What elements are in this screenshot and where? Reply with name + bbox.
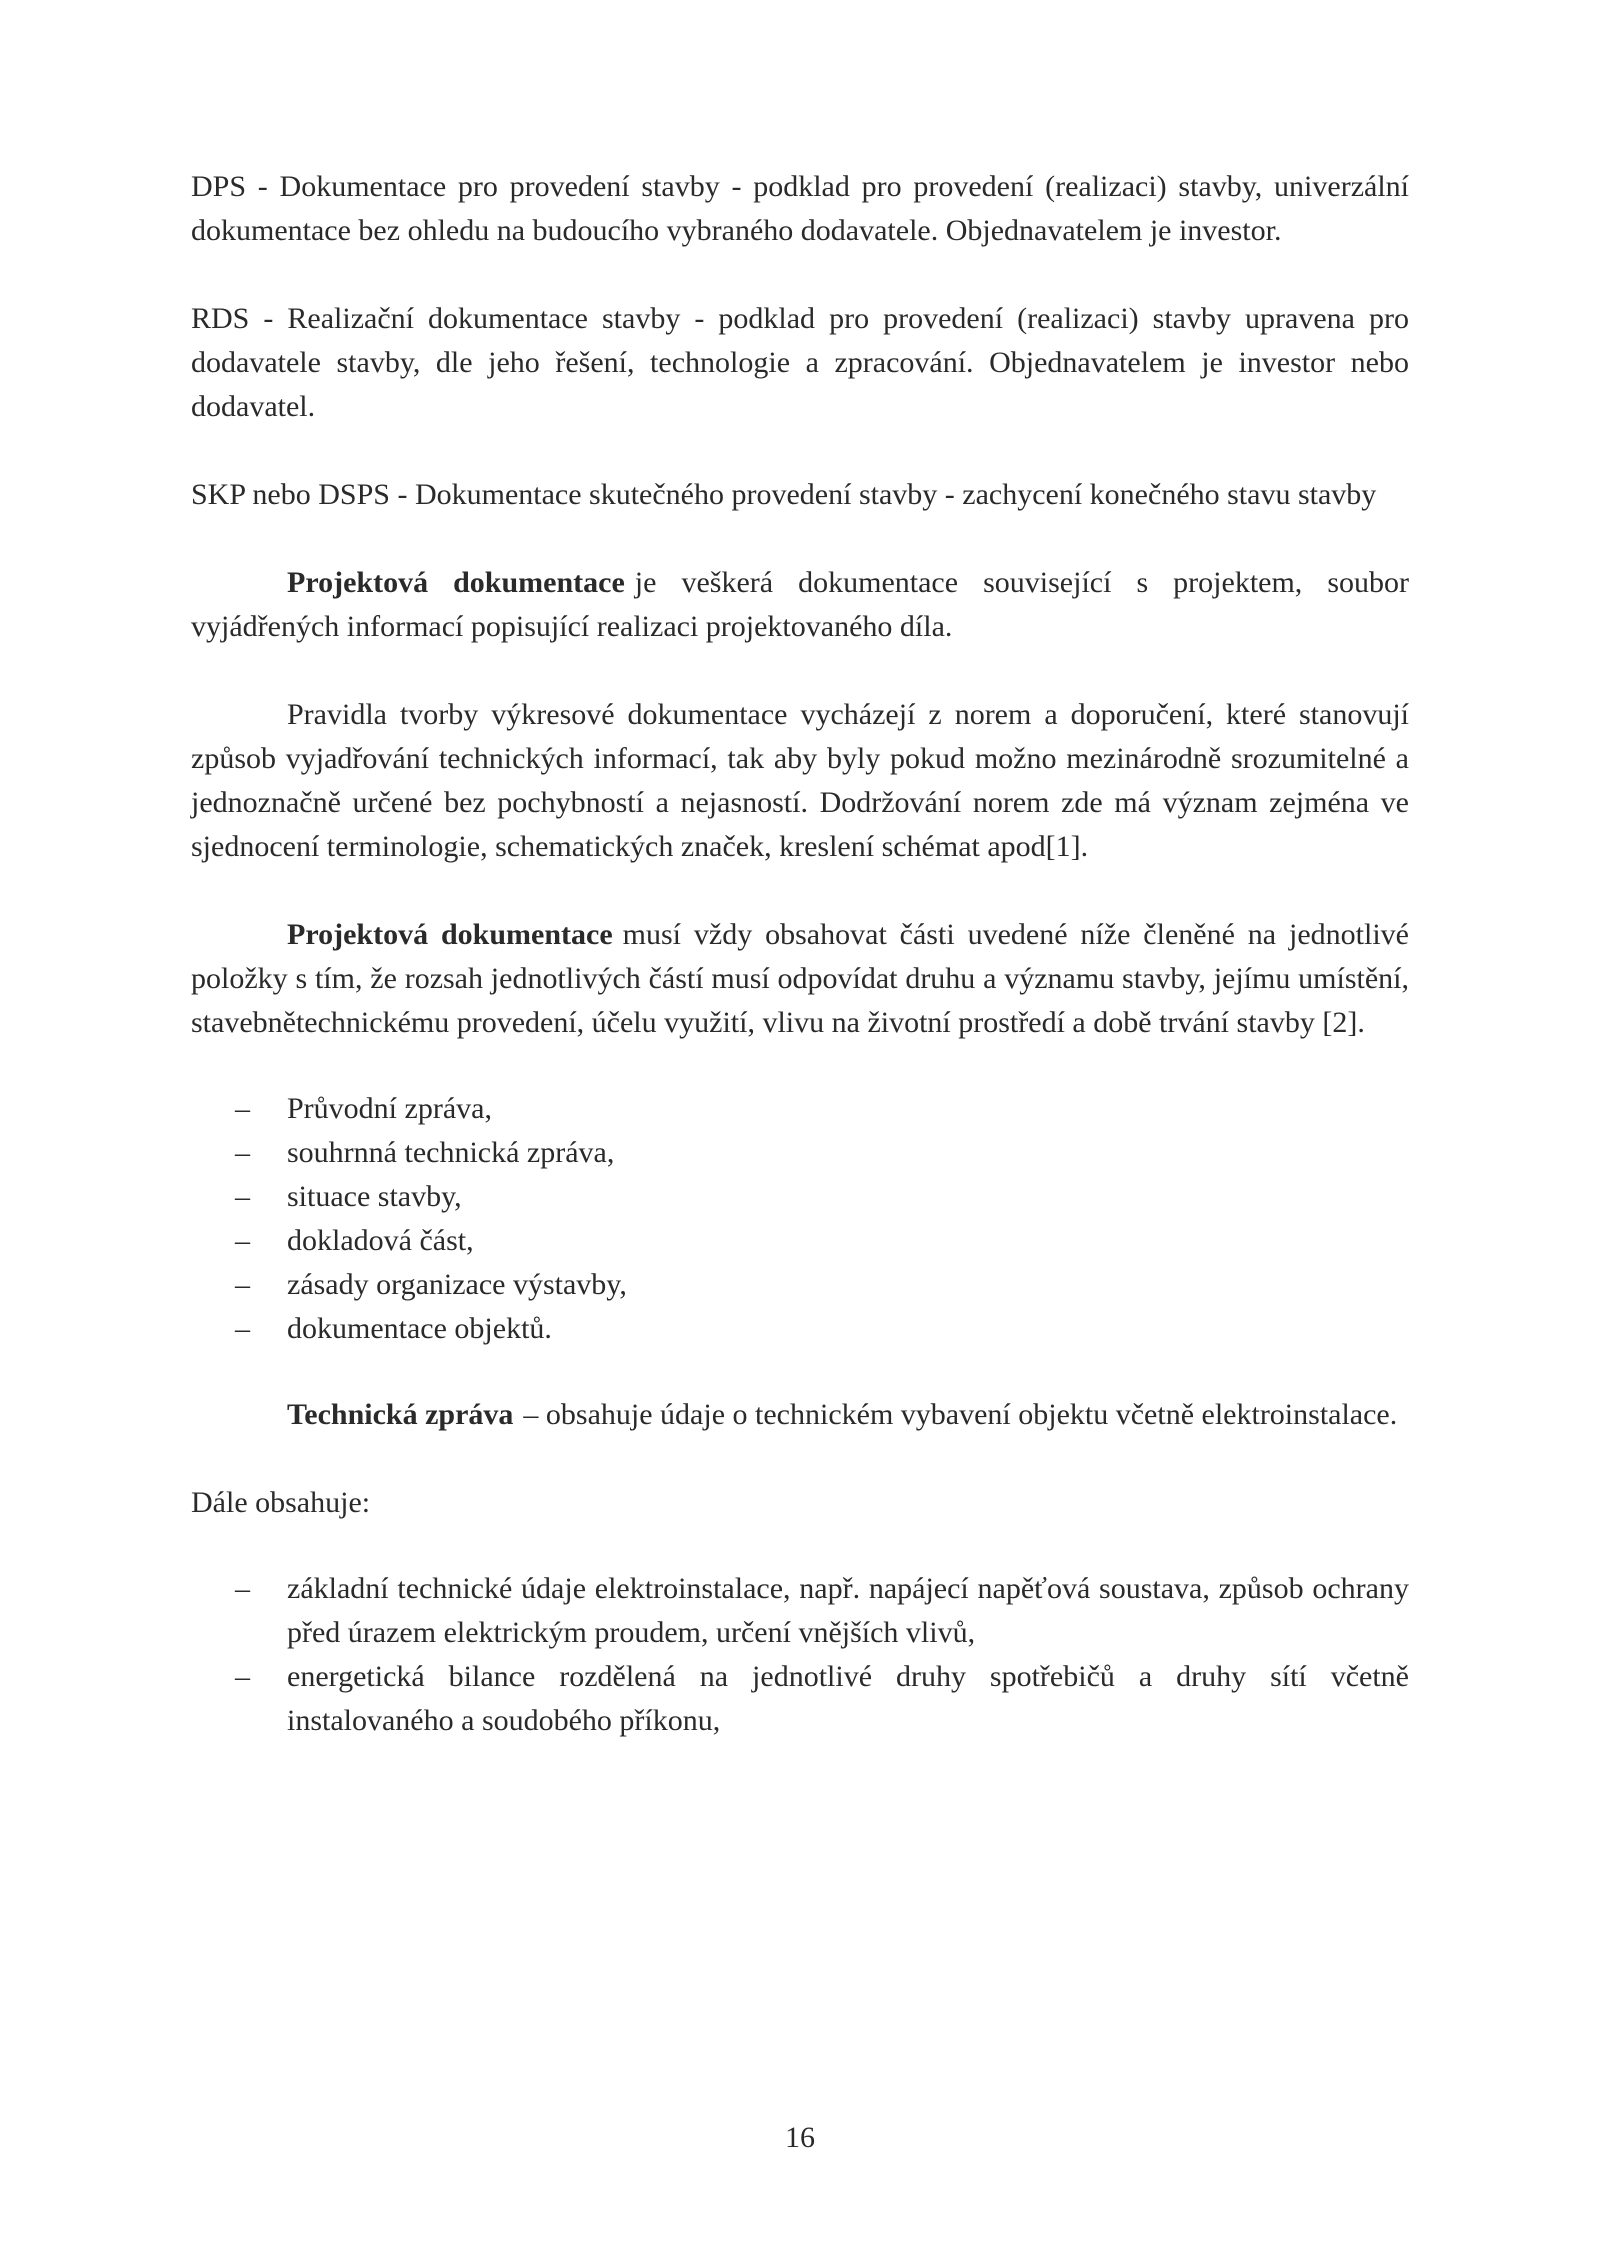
- term-projektova-dokumentace-2: Projektová dokumentace: [287, 918, 613, 951]
- technical-report-text: – obsahuje údaje o technickém vybavení objektu včetně elektroinstalace.: [523, 1398, 1398, 1431]
- document-page: [191, 165, 1409, 1743]
- term-technicka-zprava: Technická zpráva: [287, 1398, 514, 1431]
- list-item: – Průvodní zpráva,: [191, 1087, 1409, 1131]
- list-item: – dokumentace objektů.: [191, 1307, 1409, 1351]
- list-item: – souhrnná technická zpráva,: [191, 1131, 1409, 1175]
- paragraph-rules: Pravidla tvorby výkresové dokumentace vycházejí z norem a doporučení, které stanovují způsob vyjadřování technických informací, tak aby byly pokud možno mezinárodně srozumitelné a jednoznačně určené bez pochybností a nejasností. Dodržování norem zde má význam zejména ve sjednocení terminologie, schematických značek, kreslení schémat apod[1].: [191, 698, 1409, 863]
- paragraph-pd-parts: [191, 913, 1409, 1045]
- pd-definition-text: je veškerá dokumentace související s projektem, soubor vyjádřených informací popisující realizaci projektovaného díla.: [191, 566, 1410, 643]
- pd-parts-text: musí vždy obsahovat části uvedené níže členěné na jednotlivé položky s tím, že rozsah jednotlivých částí musí odpovídat druhu a významu stavby, jejímu umístění, stavebnětechnickému provedení, účelu využití, vlivu na životní prostředí a době trvání stavby [2].: [191, 918, 1409, 1039]
- term-projektova-dokumentace: Projektová dokumentace: [287, 566, 625, 599]
- list-item: – energetická bilance rozdělená na jednotlivé druhy spotřebičů a druhy sítí včetně instalovaného a soudobého příkonu,: [191, 1655, 1409, 1743]
- list-item: – zásady organizace výstavby,: [191, 1263, 1409, 1307]
- contents-list: [191, 1567, 1409, 1743]
- paragraph-technical-report: [191, 1393, 1409, 1437]
- list-item: – dokladová část,: [191, 1219, 1409, 1263]
- paragraph-skp: SKP nebo DSPS - Dokumentace skutečného provedení stavby - zachycení konečného stavu stavby: [191, 478, 1377, 511]
- list-item: – základní technické údaje elektroinstalace, např. napájecí napěťová soustava, způsob ochrany před úrazem elektrickým proudem, určení vnějších vlivů,: [191, 1567, 1409, 1655]
- list-item: – situace stavby,: [191, 1175, 1409, 1219]
- paragraph-further: Dále obsahuje:: [191, 1486, 371, 1519]
- paragraph-pd-definition: [191, 561, 1409, 649]
- paragraph-dps: DPS - Dokumentace pro provedení stavby - podklad pro provedení (realizaci) stavby, univerzální dokumentace bez ohledu na budoucího vybraného dodavatele. Objednavatelem je investor.: [191, 170, 1409, 247]
- page-number: 16: [785, 2121, 815, 2154]
- paragraph-rds: RDS - Realizační dokumentace stavby - podklad pro provedení (realizaci) stavby upravena pro dodavatele stavby, dle jeho řešení, technologie a zpracování. Objednavatelem je investor nebo dodavatel.: [191, 302, 1409, 423]
- parts-list: [191, 1087, 1409, 1351]
